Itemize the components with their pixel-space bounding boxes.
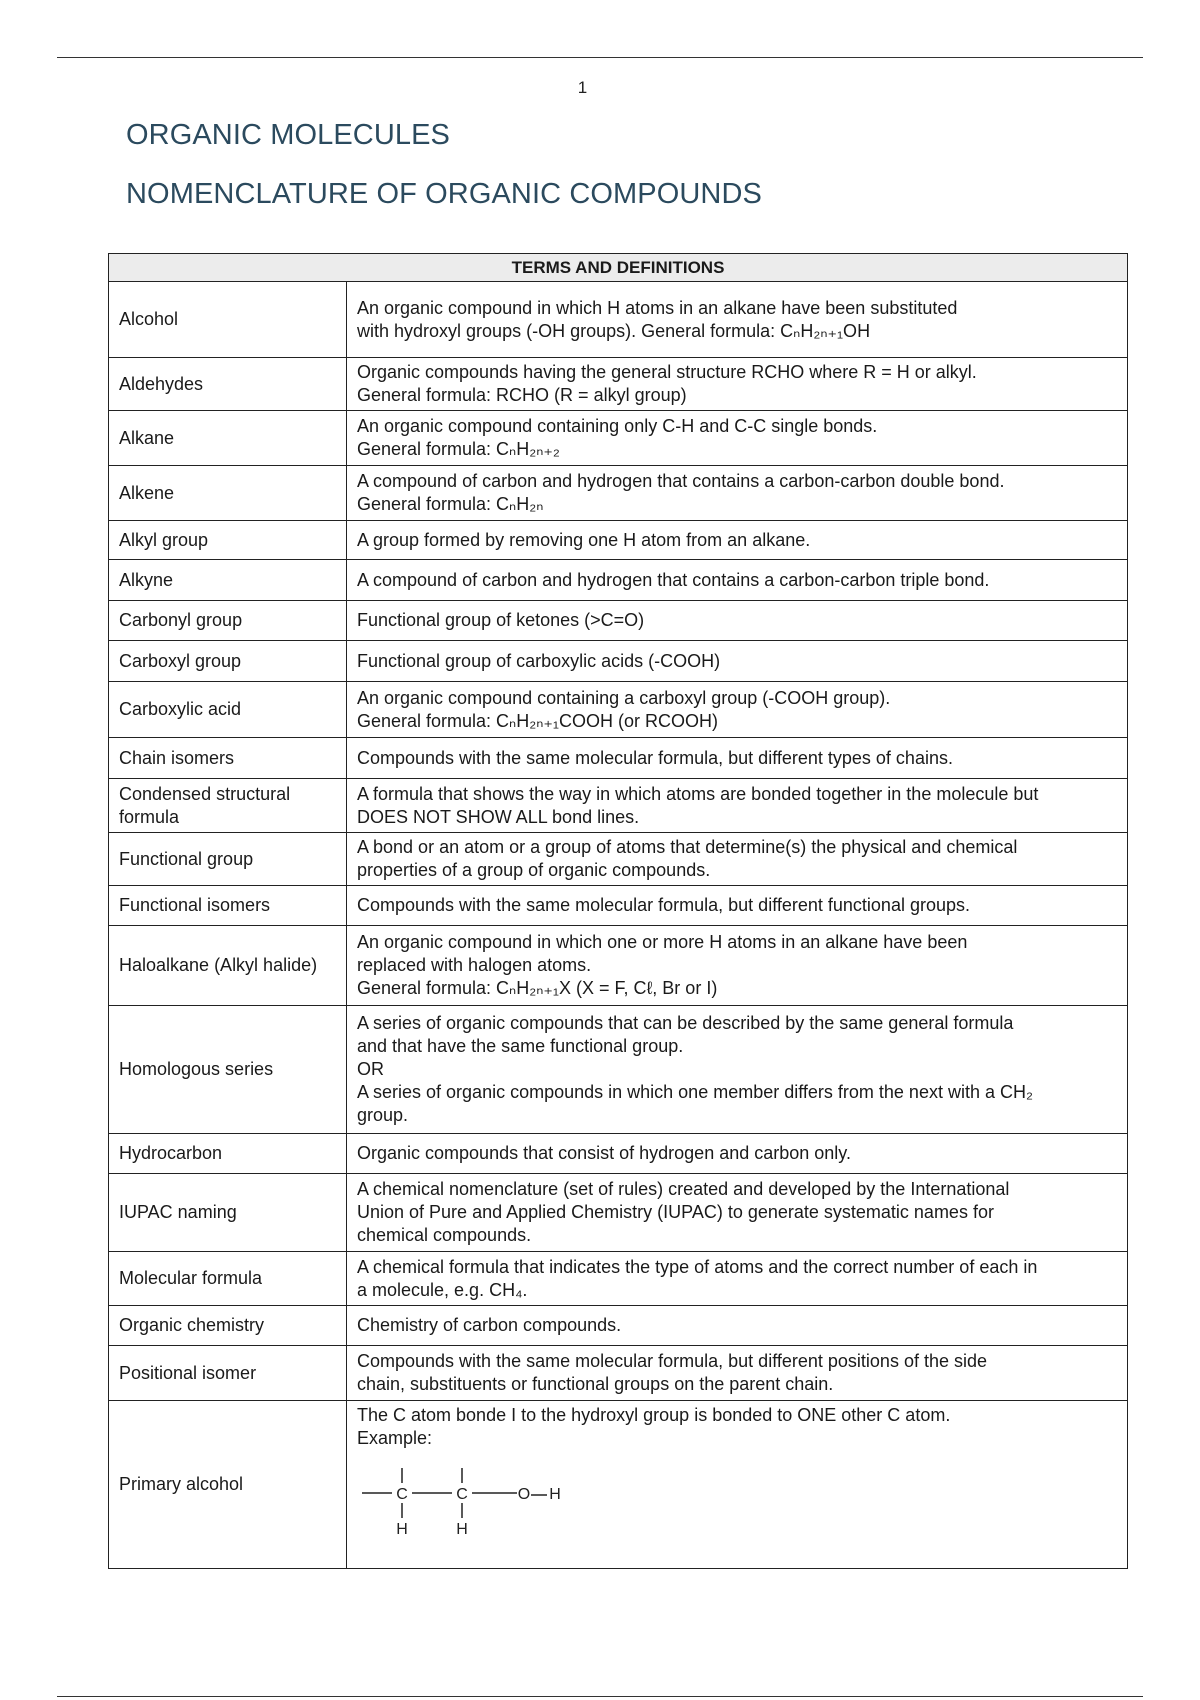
definition-line: A series of organic compounds in which one member differs from the next with a CH₂ <box>357 1082 1033 1102</box>
definition-cell <box>347 560 1128 601</box>
table-row <box>109 411 1128 466</box>
atom-label: C <box>396 1486 408 1503</box>
definition-cell <box>347 833 1128 886</box>
table-row <box>109 833 1128 886</box>
table-header-row <box>109 254 1128 282</box>
atom-label: C <box>456 1486 468 1503</box>
definition-line: chemical compounds. <box>357 1225 532 1245</box>
definition-line: General formula: CₙH₂ₙ₊₁COOH (or RCOOH) <box>357 710 718 731</box>
term-cell: Alcohol <box>109 282 347 358</box>
table-row <box>109 521 1128 560</box>
definition-line: A formula that shows the way in which atoms are bonded together in the molecule but <box>357 783 1039 804</box>
term-cell: IUPAC naming <box>109 1174 347 1252</box>
definition-line: A series of organic compounds that can be described by the same general formula <box>357 1013 1014 1033</box>
definition-line: and that have the same functional group. <box>357 1036 684 1056</box>
table-row <box>109 1006 1128 1134</box>
definition-line: A compound of carbon and hydrogen that contains a carbon-carbon triple bond. <box>357 569 990 590</box>
definition-line: Compounds with the same molecular formula, but different positions of the side <box>357 1351 987 1371</box>
definition-cell <box>347 641 1128 682</box>
definition-line: General formula: CₙH₂ₙ₊₂ <box>357 439 560 459</box>
definition-line: Compounds with the same molecular formula, but different functional groups. <box>357 895 970 915</box>
definition-cell <box>347 521 1128 560</box>
bottom-rule <box>57 1696 1143 1697</box>
table-row <box>109 738 1128 779</box>
table-row <box>109 560 1128 601</box>
definition-line: replaced with halogen atoms. <box>357 955 592 975</box>
table-row <box>109 1134 1128 1174</box>
term-cell: Carboxylic acid <box>109 682 347 738</box>
definition-line: Organic compounds that consist of hydrogen and carbon only. <box>357 1143 851 1163</box>
definition-line: General formula: CₙH₂ₙ₊₁X (X = F, Cℓ, Br or I) <box>357 978 718 998</box>
term-cell: Positional isomer <box>109 1346 347 1401</box>
table-row <box>109 1174 1128 1252</box>
term-cell: Carboxyl group <box>109 641 347 682</box>
atom-label: O <box>517 1486 531 1503</box>
definition-line: The C atom bonde I to the hydroxyl group is bonded to ONE other C atom. <box>357 1405 951 1425</box>
term-cell: Alkene <box>109 466 347 521</box>
table-row <box>109 779 1128 833</box>
term-cell: Carbonyl group <box>109 601 347 641</box>
primary-alcohol-structure <box>357 1458 587 1548</box>
table-row <box>109 358 1128 411</box>
definition-line: chain, substituents or functional groups on the parent chain. <box>357 1374 834 1394</box>
definition-line: Compounds with the same molecular formula, but different types of chains. <box>357 747 953 768</box>
atom-label: H <box>549 1486 561 1503</box>
definition-cell <box>347 411 1128 466</box>
definition-cell <box>347 466 1128 521</box>
definition-line: An organic compound containing only C-H and C-C single bonds. <box>357 416 878 436</box>
term-cell: Alkane <box>109 411 347 466</box>
definition-line: Chemistry of carbon compounds. <box>357 1315 622 1335</box>
definition-line: General formula: CₙH₂ₙ <box>357 494 544 514</box>
definition-line: group. <box>357 1105 409 1125</box>
table-row <box>109 1346 1128 1401</box>
page-subtitle: NOMENCLATURE OF ORGANIC COMPOUNDS <box>126 178 762 210</box>
top-rule <box>57 57 1143 58</box>
definition-line: a molecule, e.g. CH₄. <box>357 1279 528 1300</box>
table-row <box>109 886 1128 926</box>
definition-line: OR <box>357 1059 384 1079</box>
definition-line: General formula: RCHO (R = alkyl group) <box>357 385 687 405</box>
definition-cell <box>347 1134 1128 1174</box>
definition-line: A chemical formula that indicates the type of atoms and the correct number of each in <box>357 1256 1038 1277</box>
table-row <box>109 641 1128 682</box>
page-number: 1 <box>577 78 588 97</box>
term-cell: Hydrocarbon <box>109 1134 347 1174</box>
definition-cell <box>347 886 1128 926</box>
definition-cell <box>347 682 1128 738</box>
table-row <box>109 682 1128 738</box>
table-row <box>109 282 1128 358</box>
term-cell: Functional group <box>109 833 347 886</box>
definition-cell <box>347 358 1128 411</box>
definition-cell <box>347 1252 1128 1306</box>
term-cell: Chain isomers <box>109 738 347 779</box>
definition-line: A bond or an atom or a group of atoms that determine(s) the physical and chemical <box>357 837 1018 857</box>
table-row <box>109 1401 1128 1569</box>
definition-cell <box>347 1174 1128 1252</box>
term-cell: Homologous series <box>109 1006 347 1134</box>
terms-table <box>108 253 1128 1569</box>
definition-cell <box>347 779 1128 833</box>
definition-line: Organic compounds having the general structure RCHO where R = H or alkyl. <box>357 362 977 382</box>
table-header: TERMS AND DEFINITIONS <box>109 254 1128 282</box>
term-cell: Condensed structural formula <box>109 779 347 833</box>
term-cell: Haloalkane (Alkyl halide) <box>109 926 347 1006</box>
definition-cell <box>347 1006 1128 1134</box>
definition-line: Union of Pure and Applied Chemistry (IUPAC) to generate systematic names for <box>357 1202 994 1222</box>
definition-line: Functional group of ketones (>C=O) <box>357 610 645 630</box>
term-cell: Molecular formula <box>109 1252 347 1306</box>
atom-label: H <box>456 1521 468 1538</box>
term-cell: Alkyne <box>109 560 347 601</box>
page-title: ORGANIC MOLECULES <box>126 119 450 151</box>
definition-line: An organic compound containing a carboxyl group (-COOH group). <box>357 687 891 708</box>
definition-line: A compound of carbon and hydrogen that contains a carbon-carbon double bond. <box>357 471 1005 491</box>
definition-line: Example: <box>357 1428 433 1448</box>
definition-cell <box>347 738 1128 779</box>
definition-line: properties of a group of organic compounds. <box>357 860 711 880</box>
atom-label: H <box>396 1521 408 1538</box>
term-cell: Aldehydes <box>109 358 347 411</box>
definition-cell <box>347 282 1128 358</box>
table-row <box>109 466 1128 521</box>
definition-line: An organic compound in which one or more H atoms in an alkane have been <box>357 932 968 952</box>
definition-cell <box>347 601 1128 641</box>
term-cell: Primary alcohol <box>109 1401 347 1569</box>
table-row <box>109 926 1128 1006</box>
term-cell: Functional isomers <box>109 886 347 926</box>
term-cell: Organic chemistry <box>109 1306 347 1346</box>
table-row <box>109 1306 1128 1346</box>
table-row <box>109 601 1128 641</box>
definition-line: An organic compound in which H atoms in an alkane have been substituted <box>357 297 958 318</box>
definition-cell <box>347 926 1128 1006</box>
definition-line: DOES NOT SHOW ALL bond lines. <box>357 806 640 827</box>
definition-cell <box>347 1306 1128 1346</box>
definition-line: A chemical nomenclature (set of rules) created and developed by the International <box>357 1179 1010 1199</box>
definition-line: with hydroxyl groups (-OH groups). General formula: CₙH₂ₙ₊₁OH <box>357 320 871 341</box>
definition-cell <box>347 1401 1128 1569</box>
definition-line: A group formed by removing one H atom from an alkane. <box>357 529 811 550</box>
term-cell: Alkyl group <box>109 521 347 560</box>
definition-line: Functional group of carboxylic acids (-COOH) <box>357 650 721 671</box>
table-row <box>109 1252 1128 1306</box>
definition-cell <box>347 1346 1128 1401</box>
